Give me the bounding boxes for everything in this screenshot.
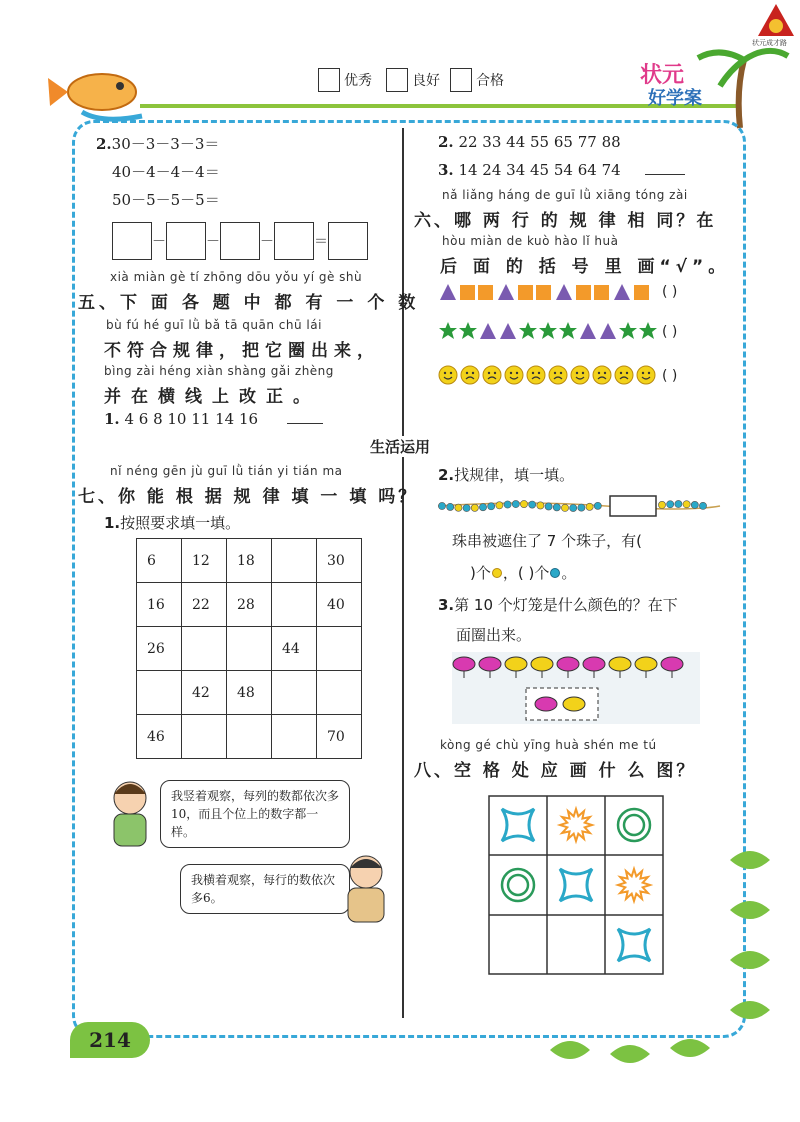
question-text: 按照要求填一填。 <box>120 514 241 532</box>
number-sequence: 4 6 8 10 11 14 16 <box>124 410 259 428</box>
bead <box>553 504 560 511</box>
sun-shape <box>618 869 650 901</box>
lantern-row <box>452 652 700 724</box>
rating-pass[interactable] <box>450 68 504 92</box>
shape-pattern-row-1 <box>438 282 658 302</box>
rating-checkbox[interactable] <box>450 68 472 92</box>
blue-bead-icon <box>549 567 561 579</box>
grid-row <box>137 627 362 671</box>
grid-cell: 48 <box>227 671 272 715</box>
boy-illustration <box>338 852 394 926</box>
bead <box>675 500 682 507</box>
mascot-fish-illustration <box>42 62 162 122</box>
rating-label: 良好 <box>412 73 440 89</box>
brand-title: 状元 <box>640 62 685 88</box>
lantern <box>453 657 475 671</box>
question-number: 1. <box>104 410 120 428</box>
answer-parentheses[interactable]: ( ) <box>662 284 678 300</box>
answer-box-row <box>112 222 368 260</box>
question-number: 3. <box>438 161 454 179</box>
equation: 30－3－3－3＝ <box>111 135 220 153</box>
question-2-line-1 <box>96 133 219 154</box>
sequence-question-2 <box>438 133 621 151</box>
question-number: 2. <box>438 466 455 484</box>
section-6-title: 六、哪 两 行 的 规 律 相 同？在 <box>414 211 717 231</box>
section-5-title: 五、下 面 各 题 中 都 有 一 个 数 <box>78 293 420 313</box>
leaf-decoration <box>720 840 780 1030</box>
bead <box>578 504 585 511</box>
bead <box>471 504 478 511</box>
hidden-beads-box <box>610 496 656 516</box>
number-sequence: 14 24 34 45 54 64 74 <box>458 161 621 179</box>
speech-bubble-boy: 我横着观察，每行的数依次多6。 <box>180 864 350 914</box>
rating-checkbox[interactable] <box>386 68 408 92</box>
question-text: 面圈出来。 <box>456 626 532 644</box>
bead <box>520 500 527 507</box>
bead <box>455 504 462 511</box>
question-number: 3. <box>438 596 455 614</box>
section-7-title: 七、你 能 根 据 规 律 填 一 填 吗？ <box>78 487 419 507</box>
sequence-question-1 <box>104 410 323 428</box>
question-number: 2. <box>438 133 454 151</box>
grid-cell: 22 <box>182 583 227 627</box>
operator: － <box>152 234 166 250</box>
grid-cell-blank[interactable] <box>227 627 272 671</box>
operator: － <box>206 234 220 250</box>
bead <box>463 504 470 511</box>
rating-checkbox[interactable] <box>318 68 340 92</box>
rating-label: 合格 <box>476 73 504 89</box>
pinyin-line: nǐ néng gēn jù guī lǜ tián yi tián ma <box>110 464 343 478</box>
bead <box>691 501 698 508</box>
question-7-1 <box>104 512 240 533</box>
operator: ＝ <box>314 234 328 250</box>
equation: 50－5－5－5＝ <box>112 191 220 209</box>
pinyin-line: hòu miàn de kuò hào lǐ huà <box>442 234 619 248</box>
grid-cell: 70 <box>317 715 362 759</box>
pinyin-line: xià miàn gè tí zhōng dōu yǒu yí gè shù <box>110 270 363 284</box>
lantern <box>505 657 527 671</box>
grid-row <box>137 671 362 715</box>
palm-tree-illustration <box>690 40 790 130</box>
pinyin-line: bìng zài héng xiàn shàng gǎi zhèng <box>104 364 334 378</box>
curved-star-shape <box>618 929 650 961</box>
bead <box>667 501 674 508</box>
bead <box>504 501 511 508</box>
bead-label: 。 <box>561 564 577 582</box>
curved-star-shape <box>560 869 592 901</box>
rating-label: 优秀 <box>344 73 372 89</box>
bead-label: ，( )个 <box>502 564 550 582</box>
lantern <box>557 657 579 671</box>
bead <box>594 502 601 509</box>
answer-line[interactable] <box>287 423 323 424</box>
grid-row <box>137 715 362 759</box>
bead-answer-row <box>470 562 576 583</box>
ring-shape <box>508 875 528 895</box>
bead <box>438 502 445 509</box>
bead-question-text: 珠串被遮住了 7 个珠子，有( <box>452 532 642 550</box>
section-5-text: 不符合规律，把它圈出来， <box>104 341 380 361</box>
question-number: 1. <box>104 514 121 532</box>
grid-cell: 28 <box>227 583 272 627</box>
bead <box>537 502 544 509</box>
grid-cell: 12 <box>182 539 227 583</box>
answer-parentheses[interactable]: ( ) <box>662 368 678 384</box>
bead <box>699 502 706 509</box>
section-8-title: 八、空 格 处 应 画 什 么 图？ <box>414 761 697 781</box>
lantern <box>479 657 501 671</box>
operator: － <box>260 234 274 250</box>
grid-cell-blank[interactable] <box>137 671 182 715</box>
speech-bubble-girl: 我竖着观察，每列的数都依次多10，而且个位上的数字都一样。 <box>160 780 350 848</box>
question-number: 2. <box>96 135 112 153</box>
bead <box>488 503 495 510</box>
bead-string <box>436 494 722 518</box>
bead <box>658 501 665 508</box>
answer-line[interactable] <box>645 174 685 175</box>
grid-cell: 6 <box>137 539 182 583</box>
answer-box[interactable] <box>220 222 260 260</box>
grid-cell-blank[interactable] <box>272 583 317 627</box>
shape-pattern-row-2 <box>438 320 660 342</box>
grid-cell-blank[interactable] <box>182 627 227 671</box>
lantern <box>661 657 683 671</box>
sun-shape <box>560 809 592 841</box>
grid-cell: 30 <box>317 539 362 583</box>
lantern <box>635 657 657 671</box>
pinyin-line: nǎ liǎng háng de guī lǜ xiāng tóng zài <box>442 188 688 202</box>
answer-parentheses[interactable]: ( ) <box>662 324 678 340</box>
grid-cell-blank[interactable] <box>317 627 362 671</box>
number-sequence: 22 33 44 55 65 77 88 <box>458 133 621 151</box>
pinyin-line: bù fú hé guī lǜ bǎ tā quān chū lái <box>106 318 322 332</box>
grid-cell: 46 <box>137 715 182 759</box>
lantern <box>583 657 605 671</box>
grid-cell-blank[interactable] <box>272 539 317 583</box>
answer-box[interactable] <box>166 222 206 260</box>
section-title-life-application: 生活运用 <box>366 436 434 457</box>
grid-cell-blank[interactable] <box>272 671 317 715</box>
lantern <box>609 657 631 671</box>
page-number: 214 <box>70 1022 150 1058</box>
grid-cell-blank[interactable] <box>317 671 362 715</box>
equation: 40－4－4－4＝ <box>112 163 220 181</box>
grid-cell-blank[interactable] <box>272 715 317 759</box>
grid-row <box>137 583 362 627</box>
lantern <box>531 657 553 671</box>
section-5-text: 并在横线上改正。 <box>104 387 320 407</box>
answer-box[interactable] <box>328 222 368 260</box>
sequence-question-3 <box>438 161 685 179</box>
logo-text: 状元成才路 <box>752 39 787 47</box>
question-bead-pattern <box>438 464 574 485</box>
bead <box>545 503 552 510</box>
ring-shape <box>624 815 644 835</box>
curved-star-shape <box>502 809 534 841</box>
yellow-bead-icon <box>491 567 503 579</box>
bead <box>586 503 593 510</box>
rating-excellent[interactable] <box>318 68 372 92</box>
question-text: 第 10 个灯笼是什么颜色的？在下 <box>454 596 678 614</box>
leaf-decoration <box>540 1030 750 1070</box>
bead <box>683 501 690 508</box>
girl-illustration <box>104 778 156 850</box>
column-divider <box>402 128 404 1018</box>
bead <box>561 504 568 511</box>
grid-cell-blank[interactable] <box>182 715 227 759</box>
section-6-text: 后 面 的 括 号 里 画“√”。 <box>440 257 731 277</box>
grid-row <box>137 539 362 583</box>
question-lantern <box>438 594 678 615</box>
grid-cell: 42 <box>182 671 227 715</box>
face-pattern-row-3 <box>438 364 660 386</box>
bead <box>479 504 486 511</box>
grid-cell-blank[interactable] <box>227 715 272 759</box>
bead <box>447 503 454 510</box>
bead <box>570 504 577 511</box>
grid-cell: 16 <box>137 583 182 627</box>
grid-cell: 40 <box>317 583 362 627</box>
bead <box>512 500 519 507</box>
bead <box>529 501 536 508</box>
answer-box[interactable] <box>274 222 314 260</box>
bead-label: )个 <box>470 564 491 582</box>
pinyin-line: kòng gé chù yīng huà shén me tú <box>440 738 657 752</box>
bead <box>496 502 503 509</box>
question-text: 找规律，填一填。 <box>454 466 575 484</box>
grid-cell: 18 <box>227 539 272 583</box>
picture-pattern-grid <box>488 795 664 975</box>
number-grid <box>136 538 362 759</box>
answer-box[interactable] <box>112 222 152 260</box>
brand-subtitle: 好学案 <box>648 88 702 109</box>
grid-cell: 44 <box>272 627 317 671</box>
grid-cell: 26 <box>137 627 182 671</box>
rating-good[interactable] <box>386 68 440 92</box>
